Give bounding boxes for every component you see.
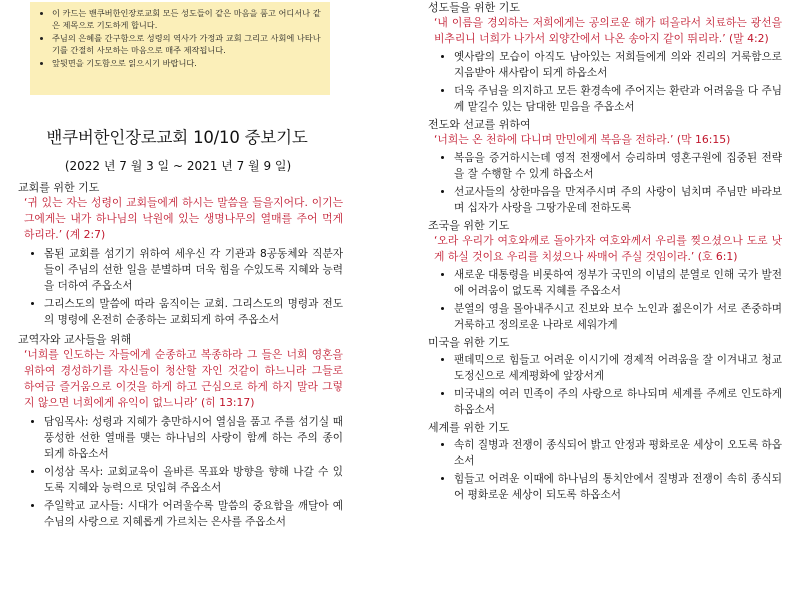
page-title: 밴쿠버한인장로교회 10/10 중보기도 (46, 128, 308, 147)
prayer-list (428, 352, 782, 418)
section-title: 전도와 선교를 위하여 (428, 118, 531, 131)
prayer-item: • 새로운 대통령을 비롯하여 정부가 국민의 이념의 분열로 인해 국가 발전에 어려움이 없도록 지혜를 주옵소서 (454, 267, 782, 299)
prayer-item: • 이성삼 목사: 교회교육이 올바른 목표와 방향을 향해 나갈 수 있도록 지혜와 능력으로 덧입혀 주옵소서 (44, 464, 343, 496)
left-column (18, 0, 343, 534)
prayer-item: • 그리스도의 말씀에 따라 움직이는 교회. 그리스도의 명령과 전도의 명령에 온전히 순종하는 교회되게 하여 주옵소서 (44, 296, 343, 328)
prayer-list (18, 246, 343, 328)
prayer-item: • 복음을 증거하시는데 영적 전쟁에서 승리하며 영혼구원에 집중된 전략을 잘 수행할 수 있게 하옵소서 (454, 150, 782, 182)
scripture-verse: ‘내 이름을 경외하는 저희에게는 공의로운 해가 떠올라서 치료하는 광선을 비추리니 너희가 나가서 외양간에서 나온 송아지 같이 뛰리라.’ (말 4:2) (434, 16, 782, 45)
prayer-item: • 주일학교 교사들: 시대가 어려울수록 말씀의 중요함을 깨달아 예수님의 사랑으로 지혜롭게 가르치는 은사를 주옵소서 (44, 498, 343, 530)
prayer-item: • 속히 질병과 전쟁이 종식되어 밝고 안정과 평화로운 세상이 오도록 하옵소서 (454, 437, 782, 469)
notice-list (34, 7, 322, 69)
section-members (428, 0, 782, 115)
prayer-item: • 분열의 영을 몰아내주시고 진보와 보수 노인과 젊은이가 서로 존중하며 거룩하고 정의로운 나라로 세워가게 (454, 301, 782, 333)
right-column (428, 0, 782, 505)
prayer-item: • 선교사들의 상한마음을 만져주시며 주의 사랑이 넘치며 주님만 바라보며 십자가 사랑을 그땅가운데 전하도록 (454, 184, 782, 216)
section-title: 교역자와 교사들을 위해 (18, 333, 132, 346)
prayer-list (18, 414, 343, 530)
section-title: 성도들을 위한 기도 (428, 1, 521, 14)
section-homeland (428, 218, 782, 333)
section-church (18, 180, 343, 328)
scripture-verse: ‘귀 있는 자는 성령이 교회들에게 하시는 말씀을 들을지어다. 이기는 그에게는 내가 하나님의 낙원에 있는 생명나무의 열매를 주어 먹게 하리라.’ (계 2:7) (24, 196, 343, 241)
prayer-item: • 미국내의 여러 민족이 주의 사랑으로 하나되며 세계를 주께로 인도하게 하옵소서 (454, 386, 782, 418)
prayer-item: • 팬데믹으로 힘들고 어려운 이시기에 경제적 어려움을 잘 이겨내고 청교도정신으로 세계평화에 앞장서게 (454, 352, 782, 384)
section-usa (428, 335, 782, 418)
section-title: 조국을 위한 기도 (428, 219, 510, 232)
scripture-verse: ‘너희는 온 천하에 다니며 만민에게 복음을 전하라.’ (막 16:15) (434, 133, 731, 146)
notice-box (30, 2, 330, 95)
prayer-item: • 더욱 주님을 의지하고 모든 환경속에 주어지는 환란과 어려움을 다 주님께 맡길수 있는 담대한 믿음을 주옵소서 (454, 83, 782, 115)
prayer-list (428, 49, 782, 115)
section-title: 미국을 위한 기도 (428, 336, 510, 349)
notice-item: • 주님의 은혜를 간구함으로 성령의 역사가 가정과 교회 그리고 사회에 나타나기를 간절히 사모하는 마음으로 매주 제작됩니다. (52, 32, 322, 56)
prayer-list (428, 437, 782, 503)
section-title: 세계를 위한 기도 (428, 421, 510, 434)
notice-item: • 앞뒷면을 기도함으로 읽으시기 바랍니다. (52, 57, 322, 69)
prayer-list (428, 150, 782, 216)
scripture-verse: ‘너희를 인도하는 자들에게 순종하고 복종하라 그 들은 너희 영혼을 위하여 경성하기를 자신들이 청산할 자인 것같이 하느니라 그들로 하여금 즐거움으로 이것을 하게 하고 근심으로 하게 하지 말라 그렇지 않으면 너희에게 유익이 없느니라’ (히 13:17) (24, 348, 343, 409)
prayer-item: • 몸된 교회를 섬기기 위하여 세우신 각 기관과 8공동체와 직분자들이 주님의 선한 일을 분별하며 더욱 힘을 수있도록 지혜와 능력을 더하여 주옵소서 (44, 246, 343, 294)
section-ministers (18, 332, 343, 530)
notice-item: • 이 카드는 밴쿠버한인장로교회 모든 성도들이 같은 마음을 품고 어디서나 같은 제목으로 기도하게 합니다. (52, 7, 322, 31)
section-title: 교회를 위한 기도 (18, 181, 100, 194)
prayer-item: • 힘들고 어려운 이때에 하나님의 통치안에서 질병과 전쟁이 속히 종식되어 평화로운 세상이 되도록 하옵소서 (454, 471, 782, 503)
prayer-list (428, 267, 782, 333)
section-world (428, 420, 782, 503)
scripture-verse: ‘오라 우리가 여호와께로 돌아가자 여호와께서 우리를 찢으셨으나 도로 낫게 하실 것이요 우리를 치셨으나 싸매어 주실 것임이라.’ (호 6:1) (434, 234, 782, 263)
prayer-item: • 옛사람의 모습이 아직도 남아있는 저희들에게 의와 진리의 거룩함으로 지음받아 새사람이 되게 하옵소서 (454, 49, 782, 81)
prayer-item: • 담임목사: 성령과 지혜가 충만하시어 열심을 품고 주를 섬기실 때 풍성한 선한 열매를 맺는 하나님의 사랑이 함께 하는 주의 종이 되게 하옵소서 (44, 414, 343, 462)
section-missions (428, 117, 782, 216)
date-range: (2022 년 7 월 3 일 ~ 2021 년 7 월 9 일) (64, 159, 292, 173)
